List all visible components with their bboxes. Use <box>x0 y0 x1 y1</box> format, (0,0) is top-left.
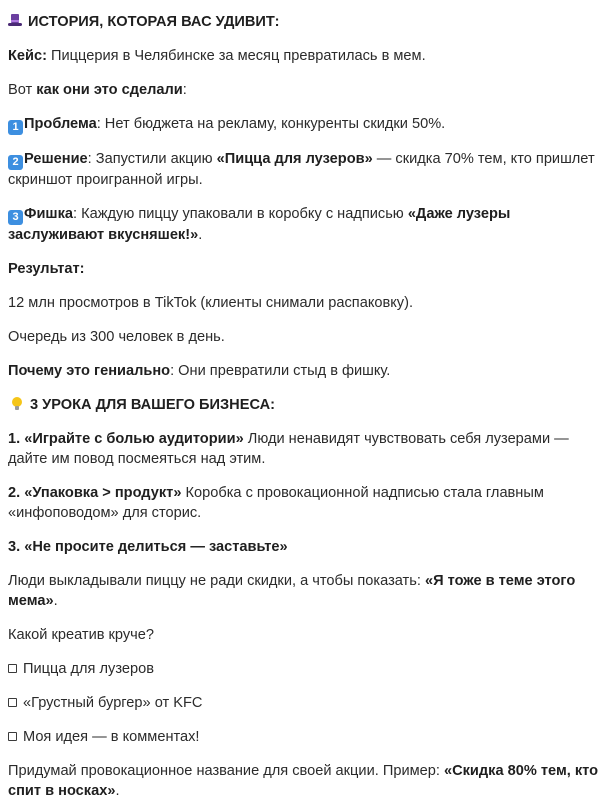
result-label: Результат: <box>8 261 85 277</box>
poll-option[interactable]: «Грустный бургер» от KFC <box>8 693 604 713</box>
poll-question: Какой креатив круче? <box>8 627 155 643</box>
step-problem: 1 Проблема: Нет бюджета на рекламу, конкуренты скидки 50%. <box>8 114 604 135</box>
lesson-item: 1. «Играйте с болью аудитории» Люди ненавидят чувствовать себя лузерами — дайте им повод посмеяться над этим. <box>8 431 569 467</box>
poll-option[interactable]: Пицца для лузеров <box>8 659 604 679</box>
step-solution: 2 Решение: Запустили акцию «Пицца для лузеров» — скидка 70% тем, кто пришлет скриншот проигранной игры. <box>8 151 595 188</box>
poll-option[interactable]: Моя идея — в комментах! <box>8 727 604 747</box>
lesson3-body: Люди выкладывали пиццу не ради скидки, а чтобы показать: «Я тоже в теме этого мема». <box>8 573 576 609</box>
cta-paragraph: Придумай провокационное название для своей акции. Пример: «Скидка 80% тем, кто спит в носках». <box>8 763 599 799</box>
light-bulb-icon <box>12 397 22 411</box>
keycap-three-icon: 3 <box>8 210 23 225</box>
result-line: 12 млн просмотров в TikTok (клиенты снимали распаковку). <box>8 295 414 311</box>
headline: ИСТОРИЯ, КОТОРАЯ ВАС УДИВИТ: <box>8 12 604 32</box>
checkbox-icon[interactable] <box>8 698 17 707</box>
genius-paragraph: Почему это гениально: Они превратили стыд в фишку. <box>8 363 391 379</box>
checkbox-icon[interactable] <box>8 664 17 673</box>
checkbox-icon[interactable] <box>8 732 17 741</box>
step-feature: 3 Фишка: Каждую пиццу упаковали в коробку с надписью «Даже лузеры заслуживают вкусняшек!». <box>8 206 511 243</box>
case-paragraph: Кейс: Пиццерия в Челябинске за месяц превратилась в мем. <box>8 48 426 64</box>
top-hat-icon <box>8 14 22 27</box>
lesson-item: 3. «Не просите делиться — заставьте» <box>8 539 288 555</box>
keycap-two-icon: 2 <box>8 155 23 170</box>
lesson-item: 2. «Упаковка > продукт» Коробка с провокационной надписью стала главным «инфоповодом» для сторис. <box>8 485 544 521</box>
result-line: Очередь из 300 человек в день. <box>8 329 225 345</box>
keycap-one-icon: 1 <box>8 120 23 135</box>
how-paragraph: Вот как они это сделали: <box>8 82 187 98</box>
lessons-title: 3 УРОКА ДЛЯ ВАШЕГО БИЗНЕСА: <box>8 395 604 415</box>
